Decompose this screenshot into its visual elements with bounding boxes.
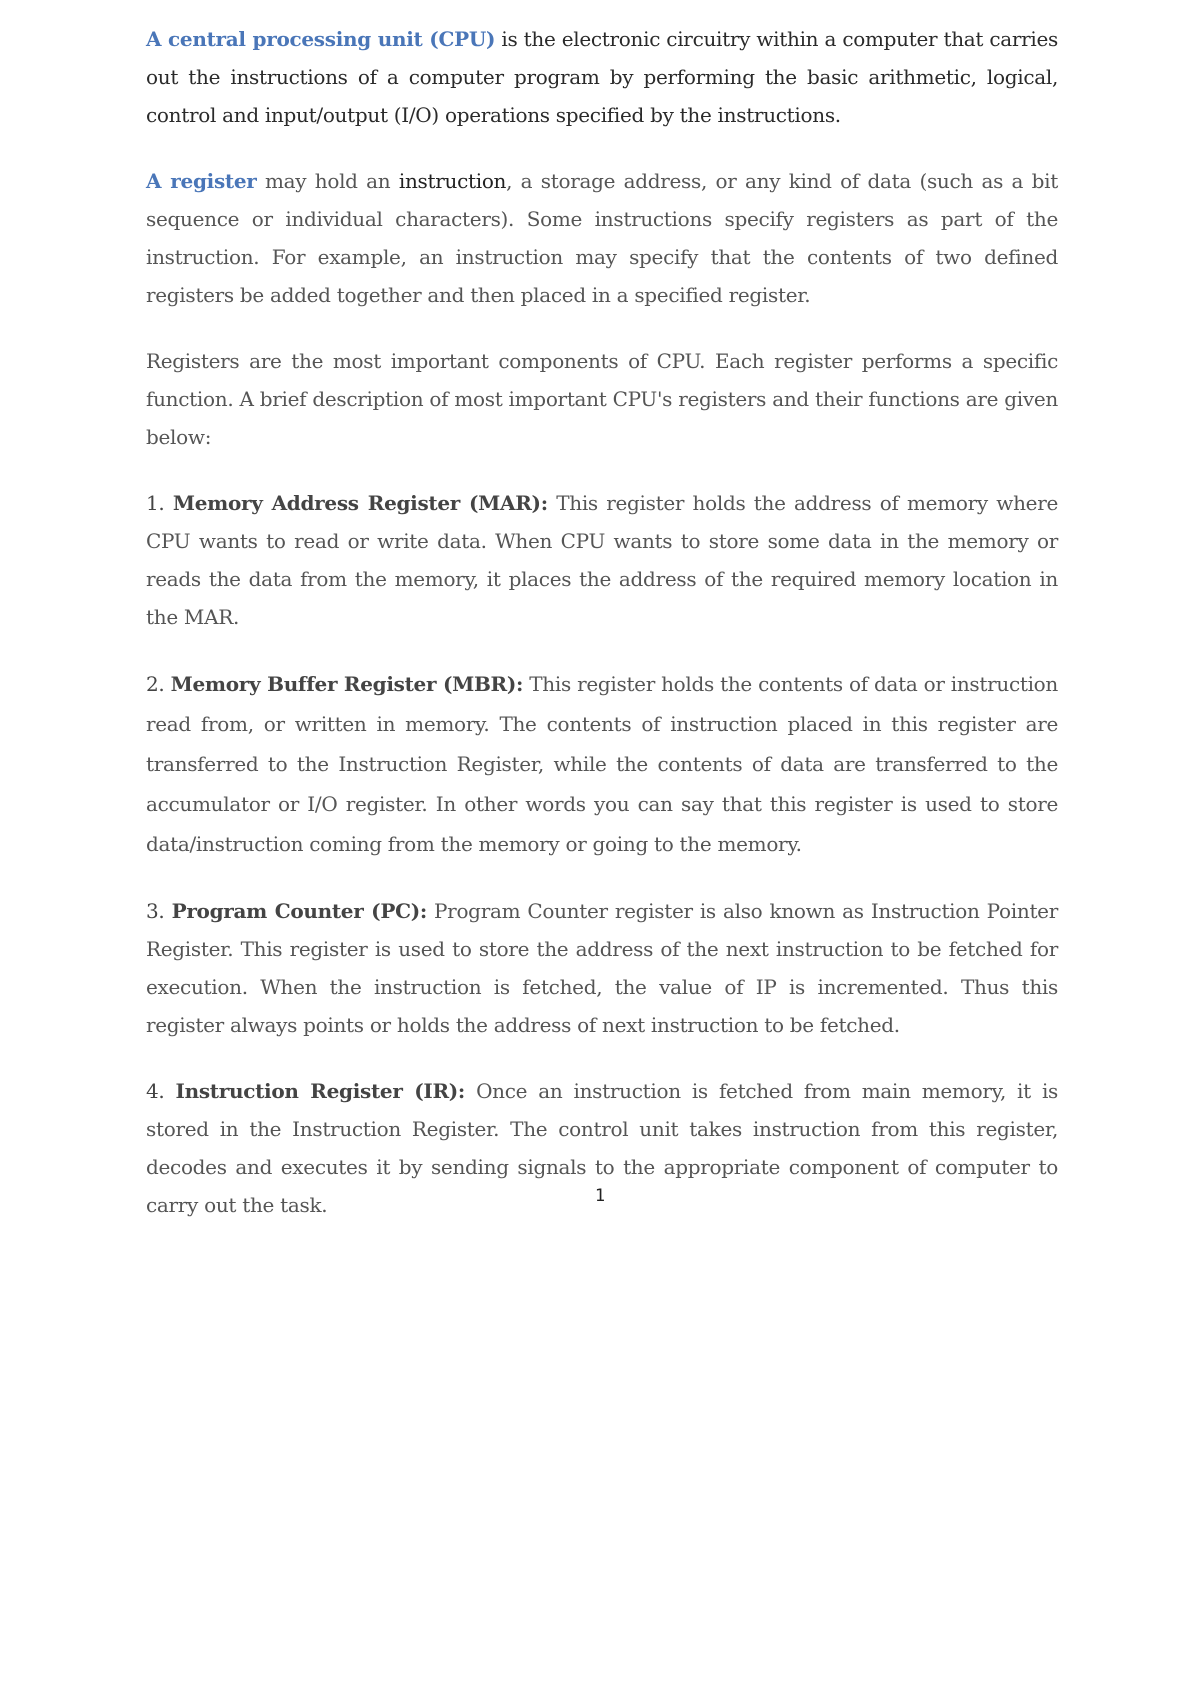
term-mar: Memory Address Register (MAR): bbox=[172, 491, 548, 515]
instruction-link[interactable]: instruction bbox=[398, 169, 507, 193]
list-number: 3. bbox=[146, 899, 165, 923]
paragraph-register-text-after: , a storage address, or any kind of data (such as a bit sequence or individual characters). Some instructions specify registers as part of the instruction. For example, an instruction may specify that the contents of two defined registers be added together and then placed in a specified register. bbox=[146, 169, 1058, 307]
list-item-text: This register holds the address of memory where CPU wants to read or write data. When CPU wants to store some data in the memory or reads the data from the memory, it places the address of the required memory location in the MAR. bbox=[146, 491, 1058, 629]
term-pc: Program Counter (PC): bbox=[171, 899, 427, 923]
document-page bbox=[146, 20, 1058, 1252]
list-item-pc bbox=[146, 892, 1058, 1044]
list-number: 2. bbox=[146, 672, 165, 696]
term-cpu: A central processing unit (CPU) bbox=[146, 27, 496, 51]
list-number: 4. bbox=[146, 1079, 165, 1103]
list-item-text: This register holds the contents of data or instruction read from, or written in memory. The contents of instruction placed in this register are transferred to the Instruction Register, while the contents of data are transferred to the accumulator or I/O register. In other words you can say that this register is used to store data/instruction coming from the memory or going to the memory. bbox=[146, 672, 1059, 856]
paragraph-register-text-before: may hold an bbox=[256, 169, 399, 193]
term-ir: Instruction Register (IR): bbox=[175, 1079, 466, 1103]
list-number: 1. bbox=[146, 491, 165, 515]
paragraph-cpu bbox=[146, 20, 1058, 134]
paragraph-intro: Registers are the most important components of CPU. Each register performs a specific function. A brief description of most important CPU's registers and their functions are given below: bbox=[146, 349, 1058, 449]
page-number: 1 bbox=[594, 1186, 606, 1206]
term-mbr: Memory Buffer Register (MBR): bbox=[170, 672, 524, 696]
term-register: A register bbox=[146, 169, 257, 193]
list-item-text: Program Counter register is also known as Instruction Pointer Register. This register is used to store the address of the next instruction to be fetched for execution. When the instruction is fetched, the value of IP is incremented. Thus this register always points or holds the address of next instruction to be fetched. bbox=[146, 899, 1058, 1037]
list-item-mbr bbox=[146, 664, 1058, 864]
paragraph-register bbox=[146, 162, 1058, 314]
list-item-mar bbox=[146, 484, 1058, 636]
paragraph-cpu-text: is the electronic circuitry within a computer that carries out the instructions of a computer program by performing the basic arithmetic, logical, control and input/output (I/O) operations specified by the instructions. bbox=[146, 27, 1059, 127]
list-item-text: Once an instruction is fetched from main memory, it is stored in the Instruction Register. The control unit takes instruction from this register, decodes and executes it by sending signals to the appropriate component of computer to carry out the task. bbox=[146, 1079, 1059, 1217]
